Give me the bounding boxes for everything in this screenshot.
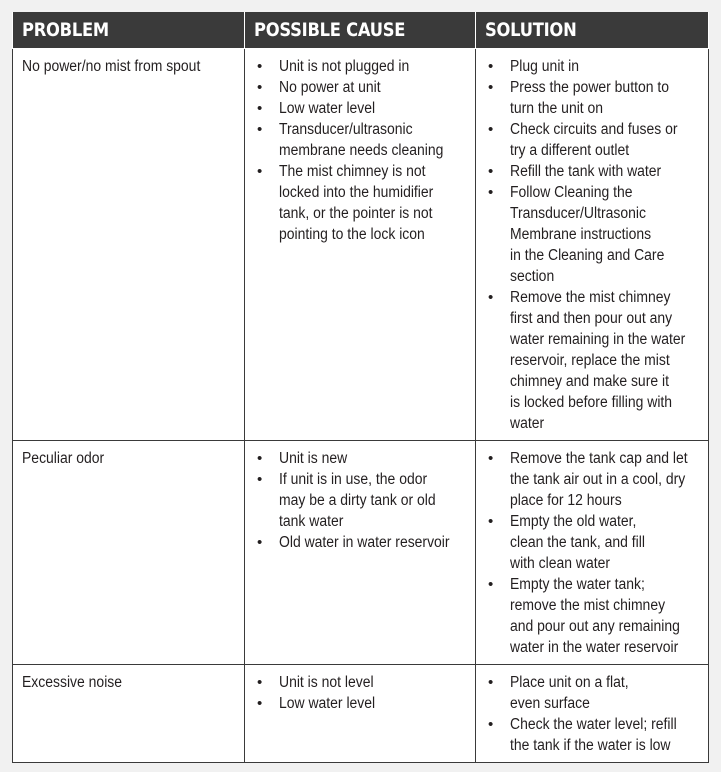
list-item: [254, 469, 467, 532]
table-row: [13, 665, 709, 763]
problem-text: Excessive noise: [22, 674, 123, 691]
list-item: [254, 77, 467, 98]
solution-list: [485, 672, 700, 756]
list-item-line: • Check circuits and fuses or: [510, 121, 678, 138]
list-item: [254, 98, 467, 119]
list-item-line: chimney and make sure it: [510, 373, 669, 390]
list-item-line: • If unit is in use, the odor: [279, 471, 428, 488]
list-item-line: • Unit is not level: [279, 674, 374, 691]
list-item-line: • The mist chimney is not: [279, 163, 426, 180]
list-item-line: • Plug unit in: [510, 58, 580, 75]
solution-cell: [476, 49, 709, 441]
list-item: [485, 448, 700, 511]
list-item: [485, 182, 700, 287]
cause-list: [254, 672, 467, 714]
list-item-line: the tank air out in a cool, dry: [510, 471, 686, 488]
list-item-line: in the Cleaning and Care: [510, 247, 665, 264]
list-item: [254, 56, 467, 77]
list-item: [485, 672, 700, 714]
problem-cell: [13, 441, 245, 665]
list-item-line: pointing to the lock icon: [279, 226, 425, 243]
list-item-line: • Place unit on a flat,: [510, 674, 629, 691]
list-item-line: Membrane instructions: [510, 226, 652, 243]
list-item-line: place for 12 hours: [510, 492, 622, 509]
list-item-line: first and then pour out any: [510, 310, 673, 327]
list-item-line: try a different outlet: [510, 142, 630, 159]
list-item: [485, 161, 700, 182]
troubleshooting-table: [12, 12, 709, 763]
list-item-line: Transducer/Ultrasonic: [510, 205, 646, 222]
problem-text: Peculiar odor: [22, 450, 105, 467]
list-item-line: water in the water reservoir: [510, 639, 679, 656]
list-item-line: membrane needs cleaning: [279, 142, 444, 159]
list-item: [485, 714, 700, 756]
list-item-line: may be a dirty tank or old: [279, 492, 436, 509]
solution-list: [485, 56, 700, 434]
solution-cell: [476, 665, 709, 763]
list-item: [485, 56, 700, 77]
list-item-line: section: [510, 268, 555, 285]
list-item: [485, 119, 700, 161]
list-item: [485, 574, 700, 658]
problem-cell: [13, 665, 245, 763]
list-item-line: • Press the power button to: [510, 79, 669, 96]
list-item-line: • Transducer/ultrasonic: [279, 121, 413, 138]
solution-cell: [476, 441, 709, 665]
problem-text: No power/no mist from spout: [22, 58, 201, 75]
list-item-line: • Low water level: [279, 100, 376, 117]
list-item: [254, 693, 467, 714]
list-item-line: remove the mist chimney: [510, 597, 666, 614]
cause-list: [254, 56, 467, 245]
problem-cell: [13, 49, 245, 441]
list-item: [485, 287, 700, 434]
solution-list: [485, 448, 700, 658]
list-item-line: • Remove the mist chimney: [510, 289, 671, 306]
list-item-line: • Refill the tank with water: [510, 163, 662, 180]
list-item-line: • Empty the water tank;: [510, 576, 645, 593]
list-item: [254, 672, 467, 693]
list-item-line: • Low water level: [279, 695, 376, 712]
list-item-line: water remaining in the water: [510, 331, 686, 348]
list-item-line: tank water: [279, 513, 344, 530]
header-solution: SOLUTION: [476, 12, 709, 49]
list-item-line: • Unit is new: [279, 450, 348, 467]
cause-cell: [245, 49, 476, 441]
list-item: [254, 532, 467, 553]
list-item: [254, 119, 467, 161]
table-row: [13, 441, 709, 665]
cause-cell: [245, 665, 476, 763]
list-item-line: is locked before filling with: [510, 394, 673, 411]
list-item-line: the tank if the water is low: [510, 737, 671, 754]
list-item-line: • No power at unit: [279, 79, 381, 96]
list-item-line: • Check the water level; refill: [510, 716, 677, 733]
list-item-line: reservoir, replace the mist: [510, 352, 670, 369]
list-item-line: • Unit is not plugged in: [279, 58, 410, 75]
list-item-line: and pour out any remaining: [510, 618, 680, 635]
list-item: [485, 77, 700, 119]
list-item-line: • Follow Cleaning the: [510, 184, 633, 201]
list-item-line: locked into the humidifier: [279, 184, 434, 201]
table-row: [13, 49, 709, 441]
header-row: [13, 12, 709, 49]
list-item-line: tank, or the pointer is not: [279, 205, 433, 222]
list-item: [254, 448, 467, 469]
list-item: [485, 511, 700, 574]
cause-list: [254, 448, 467, 553]
header-problem: PROBLEM: [13, 12, 245, 49]
list-item-line: even surface: [510, 695, 590, 712]
list-item-line: • Remove the tank cap and let: [510, 450, 688, 467]
list-item: [254, 161, 467, 245]
list-item-line: with clean water: [510, 555, 611, 572]
list-item-line: • Old water in water reservoir: [279, 534, 450, 551]
list-item-line: clean the tank, and fill: [510, 534, 645, 551]
list-item-line: water: [510, 415, 545, 432]
cause-cell: [245, 441, 476, 665]
list-item-line: • Empty the old water,: [510, 513, 637, 530]
header-possible-cause: POSSIBLE CAUSE: [245, 12, 476, 49]
list-item-line: turn the unit on: [510, 100, 604, 117]
